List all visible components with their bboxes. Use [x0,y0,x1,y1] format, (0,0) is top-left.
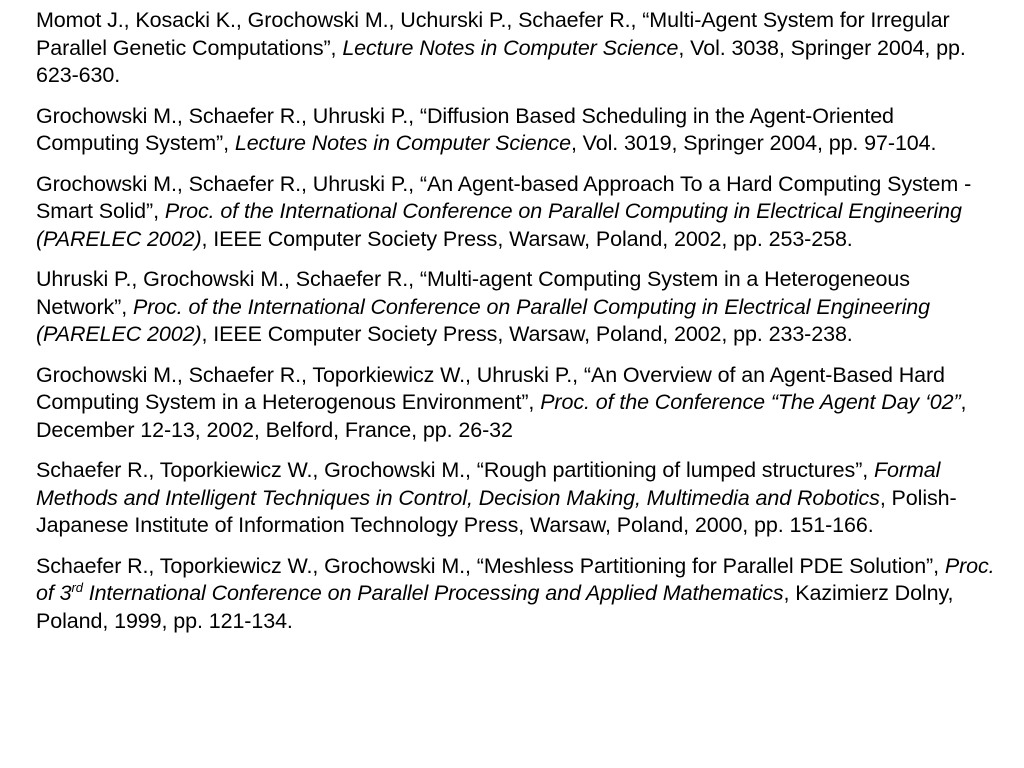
reference-venue: Proc. of the Conference “The Agent Day ‘02” [540,390,961,414]
reference-authors-title: Schaefer R., Toporkiewicz W., Grochowski M., “Meshless Partitioning for Parallel PDE Solution”, [36,553,945,578]
reference-authors-title: Grochowski M., Schaefer R., Toporkiewicz W., Uhruski P., “An Overview of an Agent-Based Hard Computing System in a Heterogenous Environment”, [36,362,945,414]
reference-venue-part: International Conference on Parallel Processing and Applied Mathematics [82,581,784,605]
ordinal-suffix: rd [71,579,83,595]
reference-entry-2 [36,103,996,158]
reference-authors-title: Grochowski M., Schaefer R., Uhruski P., “Diffusion Based Scheduling in the Agent-Oriented Computing System”, [36,103,894,155]
reference-authors-title: Schaefer R., Toporkiewicz W., Grochowski M., “Rough partitioning of lumped structures”, [36,458,874,482]
reference-details: , Vol. 3019, Springer 2004, pp. 97-104. [570,131,937,155]
reference-venue-part: Proc. of 3 [36,553,995,605]
reference-entry-5 [36,362,996,445]
reference-authors-title: Momot J., Kosacki K., Grochowski M., Uchurski P., Schaefer R., “Multi-Agent System for Irregular Parallel Genetic Computations”, [36,8,950,60]
reference-details: , IEEE Computer Society Press, Warsaw, Poland, 2002, pp. 233-238. [201,322,853,346]
reference-venue: Proc. of the International Conference on Parallel Computing in Electrical Engineering (PARELEC 2002) [36,199,962,251]
reference-entry-6 [36,457,996,540]
reference-venue: Lecture Notes in Computer Science [234,131,571,155]
reference-details: , Vol. 3038, Springer 2004, pp. 623-630. [36,35,966,87]
reference-details: , IEEE Computer Society Press, Warsaw, Poland, 2002, pp. 253-258. [201,226,853,251]
reference-details: , Kazimierz Dolny, Poland, 1999, pp. 121-134. [36,581,954,633]
reference-authors-title: Uhruski P., Grochowski M., Schaefer R., “Multi-agent Computing System in a Heterogeneous Network”, [36,267,910,319]
reference-venue: Lecture Notes in Computer Science [342,35,679,60]
reference-entry-1 [36,7,996,90]
reference-venue: Formal Methods and Intelligent Techniques in Control, Decision Making, Multimedia and Robotics [36,458,941,510]
reference-details: , Polish-Japanese Institute of Information Technology Press, Warsaw, Poland, 2000, pp. 151-166. [36,485,957,537]
reference-details: , December 12-13, 2002, Belford, France, pp. 26-32 [36,390,967,442]
reference-entry-7 [36,553,996,636]
reference-list [36,7,996,648]
reference-authors-title: Grochowski M., Schaefer R., Uhruski P., “An Agent-based Approach To a Hard Computing System - Smart Solid”, [36,171,972,223]
reference-entry-3 [36,171,996,254]
reference-venue: Proc. of the International Conference on Parallel Computing in Electrical Engineering (PARELEC 2002) [36,294,930,346]
reference-entry-4 [36,266,996,349]
